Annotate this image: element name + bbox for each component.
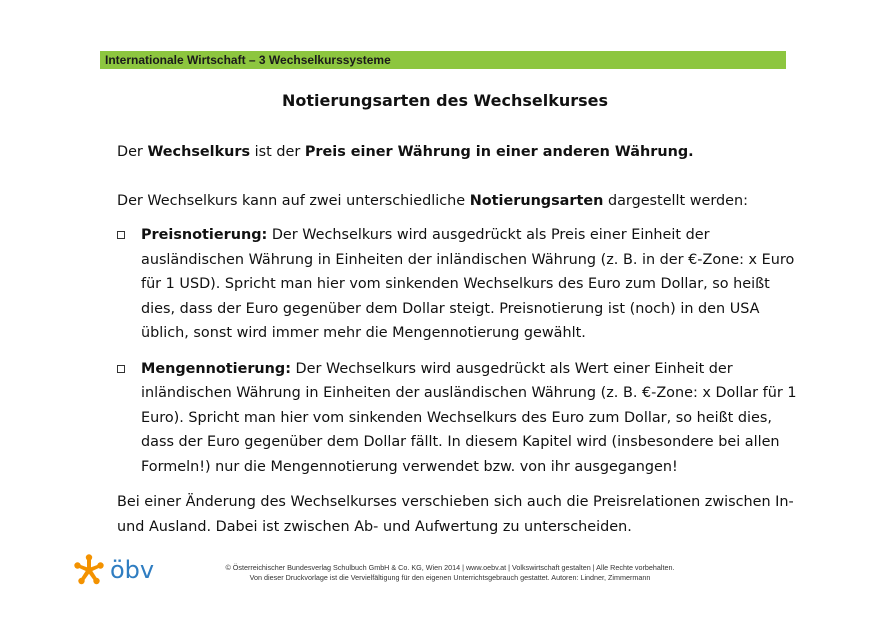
bullet-preisnotierung bbox=[117, 223, 797, 346]
intro-term-wechselkurs: Wechselkurs bbox=[147, 144, 251, 160]
lead-text-2: dargestellt werden: bbox=[603, 192, 749, 209]
footer-line-2: Von dieser Druckvorlage ist die Vervielfältigung für den eigenen Unterrichtsgebrauch gestattet. Autoren: Lindner, Zimmermann bbox=[249, 573, 651, 582]
logo-wordmark: öbv bbox=[110, 556, 155, 584]
lead-paragraph bbox=[117, 189, 797, 214]
intro-definition: Preis einer Währung in einer anderen Währung. bbox=[304, 144, 694, 160]
bullet-term: Preisnotierung: bbox=[141, 227, 268, 243]
intro-paragraph bbox=[117, 140, 797, 165]
bullet-text: Der Wechselkurs wird ausgedrückt als Wert einer Einheit der inländischen Währung in Einheiten der ausländischen Währung (z. B. €-Zone: x Dollar für 1 Euro). Spricht man hier vom sinkenden Wechselkurs des Euro zum Dollar, so heißt dies, dass der Euro gegenüber dem Dollar fällt. In diesem Kapitel wird (insbesondere bei allen Formeln!) nur die Mengennotierung verwendet bzw. von ihr ausgegangen! bbox=[141, 360, 797, 475]
closing-paragraph: Bei einer Änderung des Wechselkurses verschieben sich auch die Preisrelationen zwischen In- und Ausland. Dabei ist zwischen Ab- und Aufwertung zu unterscheiden. bbox=[117, 494, 794, 535]
chapter-header-bar bbox=[100, 51, 786, 69]
lead-text-1: Der Wechselkurs kann auf zwei unterschiedliche bbox=[117, 192, 470, 209]
chapter-header-label: Internationale Wirtschaft – 3 Wechselkurssysteme bbox=[105, 53, 391, 67]
bullet-text: Der Wechselkurs wird ausgedrückt als Preis einer Einheit der ausländischen Währung in Einheiten der inländischen Währung (z. B. in der €-Zone: x Euro für 1 USD). Spricht man hier vom sinkenden Wechselkurs des Euro zum Dollar, so heißt dies, dass der Euro gegenüber dem Dollar steigt. Preisnotierung ist (noch) in den USA üblich, sonst wird immer mehr die Mengennotierung gewählt. bbox=[141, 227, 795, 341]
publisher-logo bbox=[74, 554, 164, 588]
bullet-mengennotierung bbox=[117, 357, 797, 480]
bullet-term: Mengennotierung: bbox=[141, 360, 291, 377]
footer-line-1: © Österreichischer Bundesverlag Schulbuch GmbH & Co. KG, Wien 2014 | www.oebv.at | Volkswirtschaft gestalten | Alle Rechte vorbehalten. bbox=[225, 563, 675, 572]
page-title: Notierungsarten des Wechselkurses bbox=[281, 91, 609, 110]
copyright-footer bbox=[190, 563, 710, 583]
checkbox-bullet-icon bbox=[117, 231, 125, 239]
checkbox-bullet-icon bbox=[117, 365, 125, 373]
intro-text-1: Der bbox=[117, 144, 148, 160]
intro-text-2: ist der bbox=[250, 144, 305, 160]
lead-term-notierungsarten: Notierungsarten bbox=[469, 192, 604, 209]
main-content bbox=[117, 140, 797, 539]
oebv-logo-icon bbox=[74, 554, 104, 586]
